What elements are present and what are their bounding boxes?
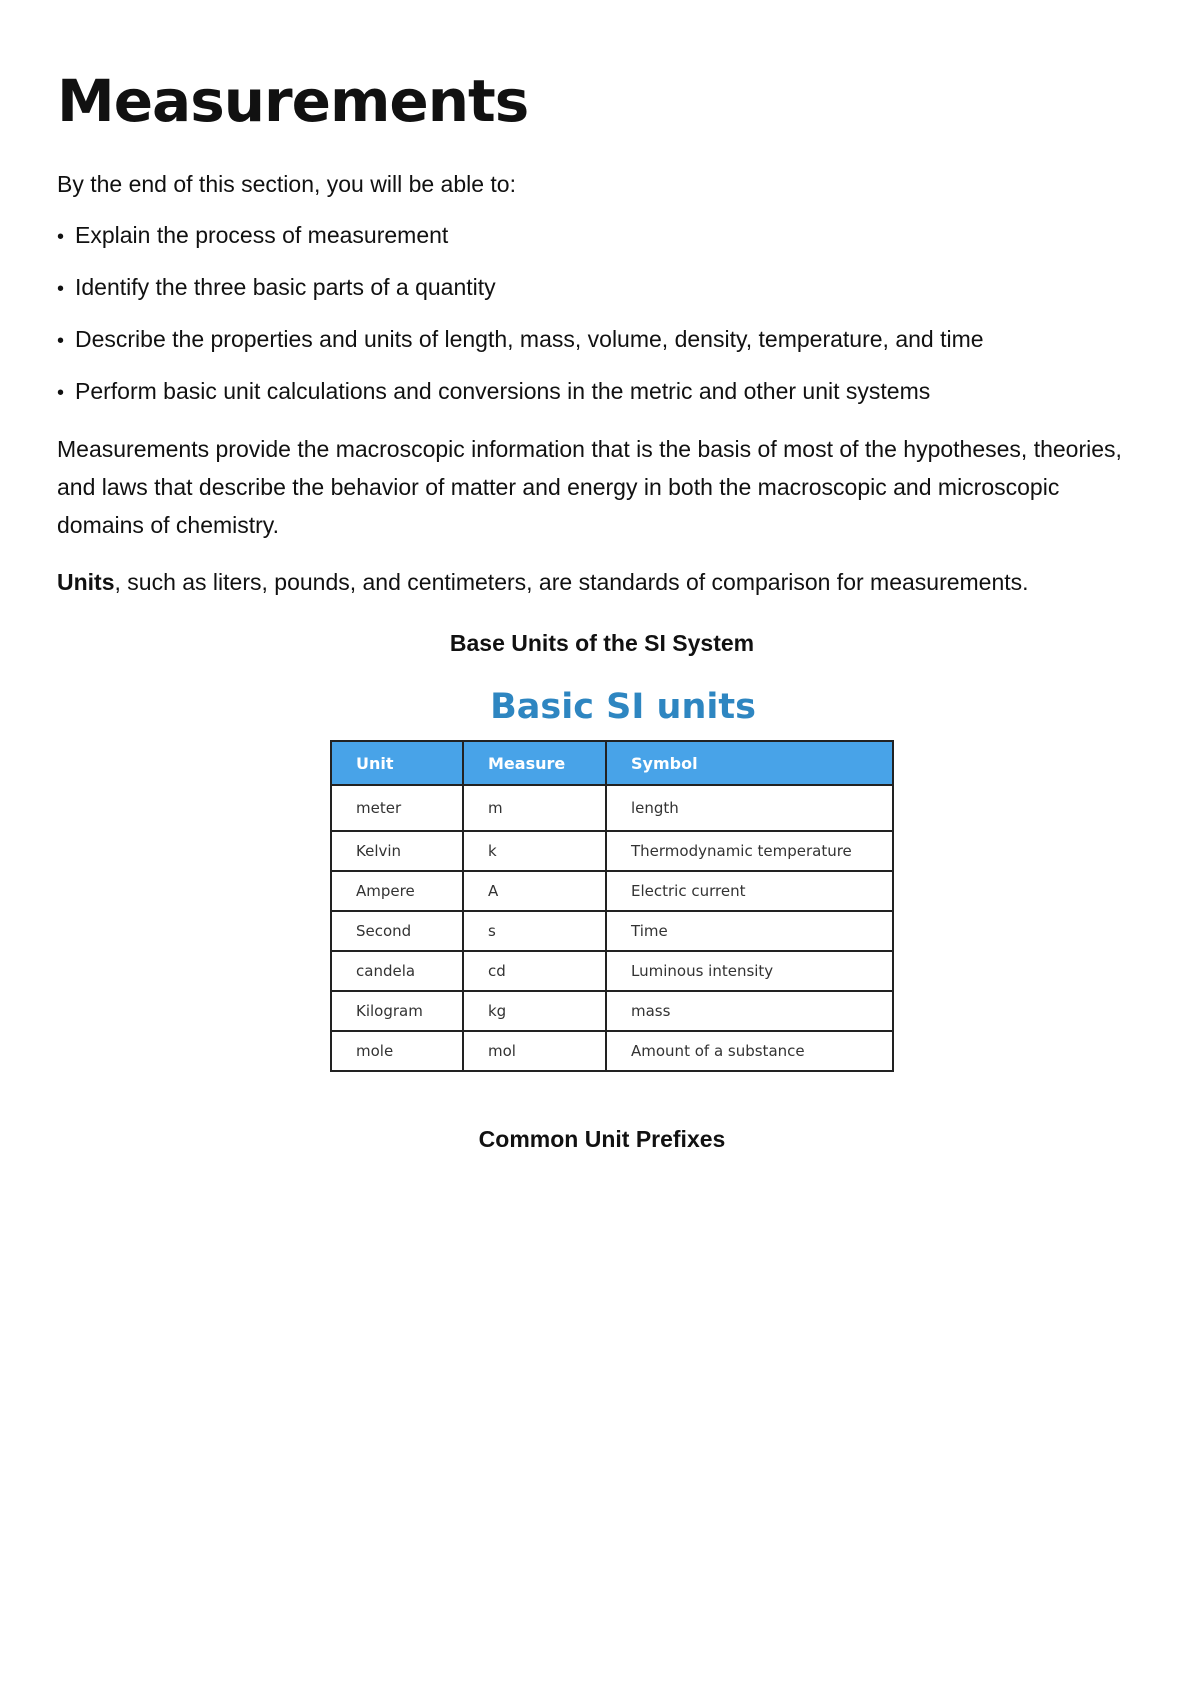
header-symbol: Symbol	[606, 741, 893, 785]
si-caption: Base Units of the SI System	[449, 630, 755, 656]
cell-unit: Kelvin	[331, 831, 463, 871]
objective-item	[57, 377, 984, 429]
objective-item	[57, 325, 984, 377]
objective-text: Identify the three basic parts of a quantity	[75, 274, 496, 300]
cell-measure: mol	[463, 1031, 606, 1071]
cell-symbol: Electric current	[606, 871, 893, 911]
cell-symbol: Time	[606, 911, 893, 951]
objective-item	[57, 273, 984, 325]
bullet-icon: •	[57, 382, 65, 404]
cell-symbol: Thermodynamic temperature	[606, 831, 893, 871]
figure-title: Basic SI units	[490, 687, 756, 727]
measurements-paragraph: Measurements provide the macroscopic information that is the basis of most of the hypotheses, theories, and laws that describe the behavior of matter and energy in both the macroscopic and microscopic domains of chemistry.	[57, 436, 1122, 538]
cell-unit: Second	[331, 911, 463, 951]
cell-unit: meter	[331, 785, 463, 831]
prefixes-caption: Common Unit Prefixes	[478, 1126, 726, 1152]
cell-unit: Ampere	[331, 871, 463, 911]
cell-measure: m	[463, 785, 606, 831]
units-term: Units	[57, 569, 115, 595]
table-row	[331, 911, 893, 951]
objective-text: Describe the properties and units of length, mass, volume, density, temperature, and time	[75, 326, 984, 352]
units-definition: , such as liters, pounds, and centimeters, are standards of comparison for measurements.	[114, 569, 1029, 595]
table-row	[331, 951, 893, 991]
page-title: Measurements	[57, 67, 529, 135]
cell-symbol: mass	[606, 991, 893, 1031]
cell-symbol: Amount of a substance	[606, 1031, 893, 1071]
table-row	[331, 1031, 893, 1071]
cell-symbol: length	[606, 785, 893, 831]
bullet-icon: •	[57, 278, 65, 300]
cell-unit: mole	[331, 1031, 463, 1071]
si-units-table	[330, 740, 894, 1072]
cell-measure: k	[463, 831, 606, 871]
cell-unit: candela	[331, 951, 463, 991]
cell-measure: cd	[463, 951, 606, 991]
table-header-row	[331, 741, 893, 785]
table-row	[331, 871, 893, 911]
cell-measure: kg	[463, 991, 606, 1031]
units-paragraph	[57, 567, 1029, 597]
si-units-figure	[330, 682, 894, 1072]
header-unit: Unit	[331, 741, 463, 785]
cell-symbol: Luminous intensity	[606, 951, 893, 991]
objective-text: Explain the process of measurement	[75, 222, 449, 248]
bullet-icon: •	[57, 330, 65, 352]
cell-measure: A	[463, 871, 606, 911]
cell-unit: Kilogram	[331, 991, 463, 1031]
objective-text: Perform basic unit calculations and conversions in the metric and other unit systems	[75, 378, 931, 404]
table-row	[331, 785, 893, 831]
table-row	[331, 831, 893, 871]
objective-item	[57, 221, 984, 273]
header-measure: Measure	[463, 741, 606, 785]
table-row	[331, 991, 893, 1031]
bullet-icon: •	[57, 226, 65, 248]
objectives-list	[57, 221, 984, 429]
cell-measure: s	[463, 911, 606, 951]
intro-text: By the end of this section, you will be able to:	[57, 171, 516, 197]
